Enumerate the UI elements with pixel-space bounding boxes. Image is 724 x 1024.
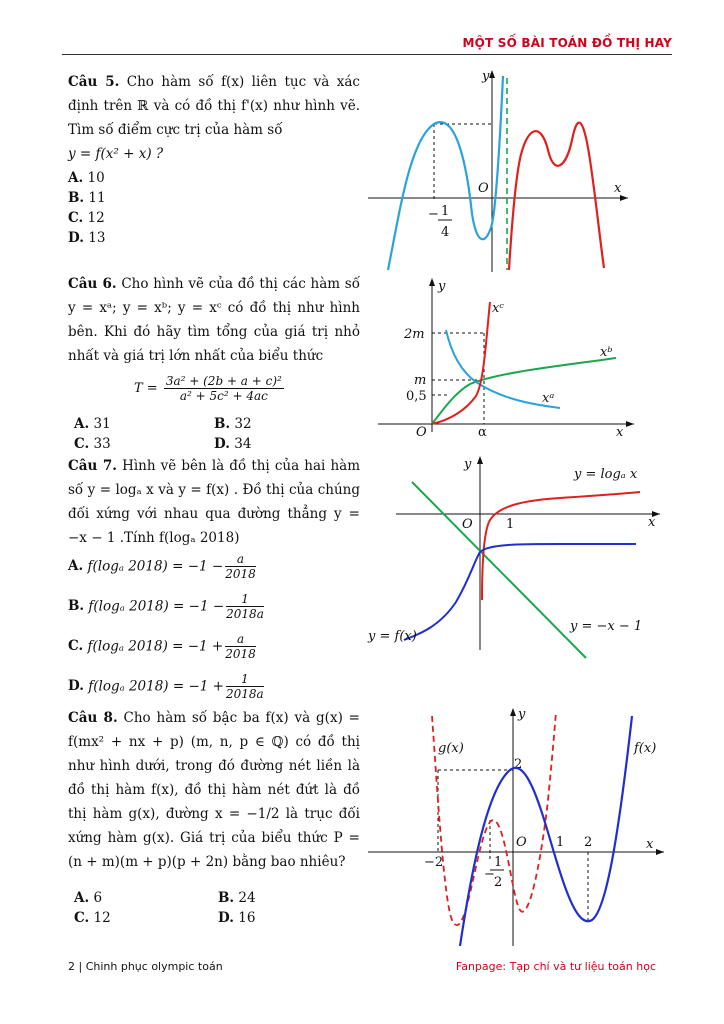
q7-label: Câu 7. [68,458,117,474]
q8-option-d[interactable]: D. 16 [218,910,256,926]
q6-y-axis-label: y [438,279,446,294]
q8-origin-label: O [516,835,527,850]
q6-label-xb: xᵇ [600,345,613,360]
q8-label: Câu 8. [68,710,118,726]
q7-text: Hình vẽ bên là đồ thị của hai hàm số y = logₐ x và y = f(x) . Đồ thị của chúng đối xứng với nhau qua đường thẳng y = −x − 1 .Tính f(logₐ 2018) [68,458,361,546]
q5-x-axis-label: x [614,181,622,196]
footer-page-info: 2 | Chinh phục olympic toán [68,960,223,973]
q6-formula-numerator: 3a² + (2b + a + c)² [165,374,282,388]
q8-y-axis-label: y [518,707,526,722]
q6-origin-label: O [416,425,427,440]
q5-tick-sign: − [428,207,439,222]
q5-tick-den: 4 [441,225,450,240]
q8-half-num: 1 [494,855,503,870]
q6-option-a[interactable]: A. 31 [74,416,111,432]
q5-label: Câu 5. [68,74,120,90]
q6-label-half: 0,5 [406,389,427,404]
q7-label-fx: y = f(x) [368,629,417,644]
q7-option-d[interactable]: D. f(logₐ 2018) = −1 + $\frac{1}{2018a}$ [68,672,264,701]
q8-option-c[interactable]: C. 12 [74,910,111,926]
q6-label-xc: xᶜ [492,301,504,316]
q7-origin-label: O [462,517,473,532]
q6-formula: T = $\frac{\text{3a² + (2b + a + c)²}}{\text{a² + 5c² + 4ac}}$ [134,374,282,403]
q5-tick-num: 1 [441,204,450,219]
q7-option-b[interactable]: B. f(logₐ 2018) = −1 − $\frac{1}{2018a}$ [68,592,264,621]
q8-option-b[interactable]: B. 24 [218,890,256,906]
q6-option-d[interactable]: D. 34 [214,436,252,452]
q8-label-gx: g(x) [438,741,464,756]
q7-label-log: y = logₐ x [574,467,638,482]
q5-option-b[interactable]: B. 11 [68,190,106,206]
q8-half-sign: − [484,867,495,882]
q8-option-a[interactable]: A. 6 [74,890,103,906]
q6-text: Cho hình vẽ của đồ thị các hàm số y = xᵃ; y = xᵇ; y = xᶜ có đồ thị như hình bên. Khi đó hãy tìm tổng của giá trị nhỏ nhất và giá trị lớn nhất của biểu thức [68,276,360,364]
q7-option-c[interactable]: C. f(logₐ 2018) = −1 + $\frac{a}{2018}$ [68,632,256,661]
q8-label-x2: 2 [584,835,593,850]
page-header-title: MỘT SỐ BÀI TOÁN ĐỒ THỊ HAY [462,36,672,50]
q5-option-d[interactable]: D. 13 [68,230,106,246]
q8-label-x1: 1 [556,835,565,850]
q8-x-axis-label: x [646,837,654,852]
q8-label-fx: f(x) [634,741,657,756]
q5-option-a[interactable]: A. 10 [68,170,105,186]
q6-label-m: m [414,373,427,388]
q8-label-y2: 2 [514,757,523,772]
q5-function: y = f(x² + x) ? [68,146,164,162]
q6-formula-denominator: a² + 5c² + 4ac [179,389,268,403]
q6-option-b[interactable]: B. 32 [214,416,252,432]
q6-label-alpha: α [478,425,487,440]
q5-y-axis-label: y [482,69,490,84]
q8-text: Cho hàm số bậc ba f(x) và g(x) = f(mx² + nx + p) (m, n, p ∈ ℚ) có đồ thị như hình dưới, trong đó đường nét liền là đồ thị hàm f(x), đồ thị hàm nét đứt là đồ thị hàm g(x), đường x = −1/2 là trục đối xứng hàm g(x). Giá trị của biểu thức P = (n + m)(m + p)(p + 2n) bằng bao nhiêu? [68,710,360,870]
q8-label-xm2: −2 [424,855,444,870]
q7-label-line: y = −x − 1 [570,619,643,634]
q7-y-axis-label: y [464,457,472,472]
q5-origin-label: O [478,181,489,196]
q6-label-xa: xᵃ [542,391,555,406]
q7-x-axis-label: x [648,515,656,530]
q8-half-den: 2 [494,875,503,890]
q6-x-axis-label: x [616,425,624,440]
q5-option-c[interactable]: C. 12 [68,210,105,226]
q7-label-one: 1 [506,517,515,532]
q6-label: Câu 6. [68,276,117,292]
q6-label-2m: 2m [404,327,425,342]
q7-option-a[interactable]: A. f(logₐ 2018) = −1 − $\frac{a}{2018}$ [68,552,256,581]
q5-text: Cho hàm số f(x) liên tục và xác định trên ℝ và có đồ thị f'(x) như hình vẽ. Tìm số điểm cực trị của hàm số [68,74,360,138]
footer-fanpage: Fanpage: Tạp chí và tư liệu toán học [455,960,656,973]
q6-option-c[interactable]: C. 33 [74,436,111,452]
